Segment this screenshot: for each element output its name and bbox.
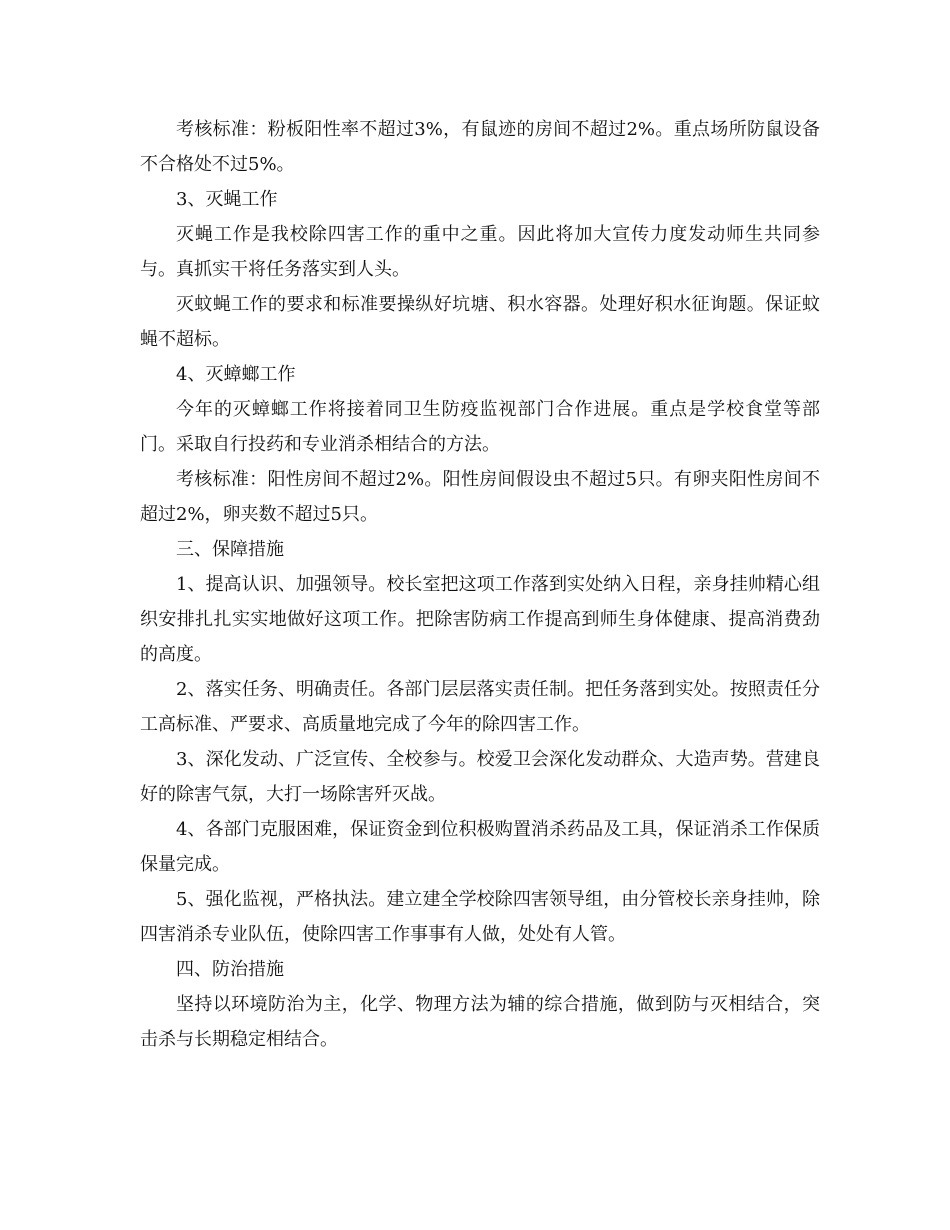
paragraph-measure-5: 5、强化监视，严格执法。建立建全学校除四害领导组，由分管校长亲身挂帅，除四害消杀专业队伍，使除四害工作事事有人做，处处有人管。: [140, 889, 820, 945]
heading-fly-control: 3、灭蝇工作: [176, 189, 278, 210]
paragraph-prevention: 坚持以环境防治为主，化学、物理方法为辅的综合措施，做到防与灭相结合，突击杀与长期稳定相结合。: [140, 994, 820, 1050]
paragraph-assessment-rats: 考核标准：粉板阳性率不超过3%，有鼠迹的房间不超过2%。重点场所防鼠设备不合格处不过5%。: [140, 119, 820, 175]
paragraph-cockroach-plan: 今年的灭蟑螂工作将接着同卫生防疫监视部门合作进展。重点是学校食堂等部门。采取自行投药和专业消杀相结合的方法。: [140, 399, 820, 455]
heading-safeguard-measures: 三、保障措施: [176, 539, 284, 560]
document-body: [140, 112, 820, 1057]
heading-prevention-measures: 四、防治措施: [176, 959, 284, 980]
paragraph-measure-4: 4、各部门克服困难，保证资金到位积极购置消杀药品及工具，保证消杀工作保质保量完成。: [140, 819, 820, 875]
paragraph-measure-2: 2、落实任务、明确责任。各部门层层落实责任制。把任务落到实处。按照责任分工高标准、严要求、高质量地完成了今年的除四害工作。: [140, 679, 820, 735]
heading-cockroach-control: 4、灭蟑螂工作: [176, 364, 296, 385]
paragraph-measure-3: 3、深化发动、广泛宣传、全校参与。校爱卫会深化发动群众、大造声势。营建良好的除害气氛，大打一场除害歼灭战。: [140, 749, 820, 805]
paragraph-assessment-cockroach: 考核标准：阳性房间不超过2%。阳性房间假设虫不超过5只。有卵夹阳性房间不超过2%，卵夹数不超过5只。: [140, 469, 820, 525]
paragraph-fly-priority: 灭蝇工作是我校除四害工作的重中之重。因此将加大宣传力度发动师生共同参与。真抓实干将任务落实到人头。: [140, 224, 820, 280]
paragraph-mosquito-fly-standards: 灭蚊蝇工作的要求和标准要操纵好坑塘、积水容器。处理好积水征询题。保证蚊蝇不超标。: [140, 294, 820, 350]
paragraph-measure-1: 1、提高认识、加强领导。校长室把这项工作落到实处纳入日程，亲身挂帅精心组织安排扎扎实实地做好这项工作。把除害防病工作提高到师生身体健康、提高消费劲的高度。: [140, 574, 820, 665]
